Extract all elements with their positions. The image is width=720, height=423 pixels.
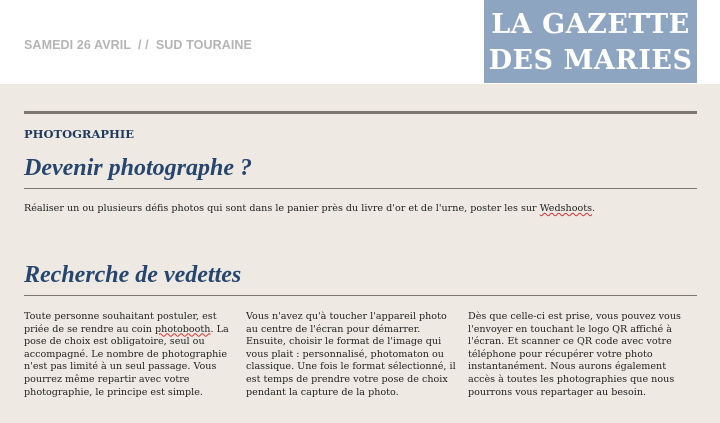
- body-text: Réaliser un ou plusieurs défis photos qui sont dans le panier près du livre d'or et de l'urne, poster les sur: [24, 203, 540, 214]
- column-3: Dès que celle-ci est prise, vous pouvez vous l'envoyer en touchant le logo QR affiché à l'écran. Et scanner ce QR code avec votre téléphone pour récupérer votre photo instantanément. Nous aurons également accès à toutes les photographies que nous pourrons vous repartager au besoin.: [468, 311, 681, 398]
- column-1: [24, 311, 238, 399]
- body-end: .: [592, 203, 596, 214]
- page-header: [0, 0, 720, 84]
- logo-line-2: DES MARIES: [488, 45, 693, 76]
- wedshoots-link: Wedshoots: [539, 203, 593, 214]
- column-2: Vous n'avez qu'à toucher l'appareil photo au centre de l'écran pour démarrer. Ensuite, choisir le format de l'image qui vous plait : personnalisé, photomaton ou classique. Une fois le format sélectionné, il est temps de prendre votre pose de choix pendant la capture de la photo.: [246, 311, 456, 398]
- gazette-logo: [484, 0, 697, 83]
- title-underline: [24, 295, 697, 296]
- article-body: [24, 203, 704, 216]
- article-title: Recherche de vedettes: [24, 262, 242, 288]
- title-underline: [24, 188, 697, 189]
- section-kicker: PHOTOGRAPHIE: [24, 127, 135, 141]
- dateline: SAMEDI 26 AVRIL / / SUD TOURAINE: [24, 38, 252, 52]
- col1-text-end: . La pose de choix est obligatoire, seul ou accompagné. Le nombre de photographie n'est pas limité à un seul passage. Vous pourrez même repartir avec votre photographie, le principe est simple.: [24, 323, 229, 398]
- article-title: Devenir photographe ?: [24, 155, 252, 181]
- col1-text: Toute personne souhaitant postuler, est priée de se rendre au coin: [24, 311, 217, 335]
- section-divider: [24, 111, 697, 114]
- col1-misspelled-word: photobooth: [155, 323, 211, 335]
- logo-line-1: LA GAZETTE: [491, 9, 690, 40]
